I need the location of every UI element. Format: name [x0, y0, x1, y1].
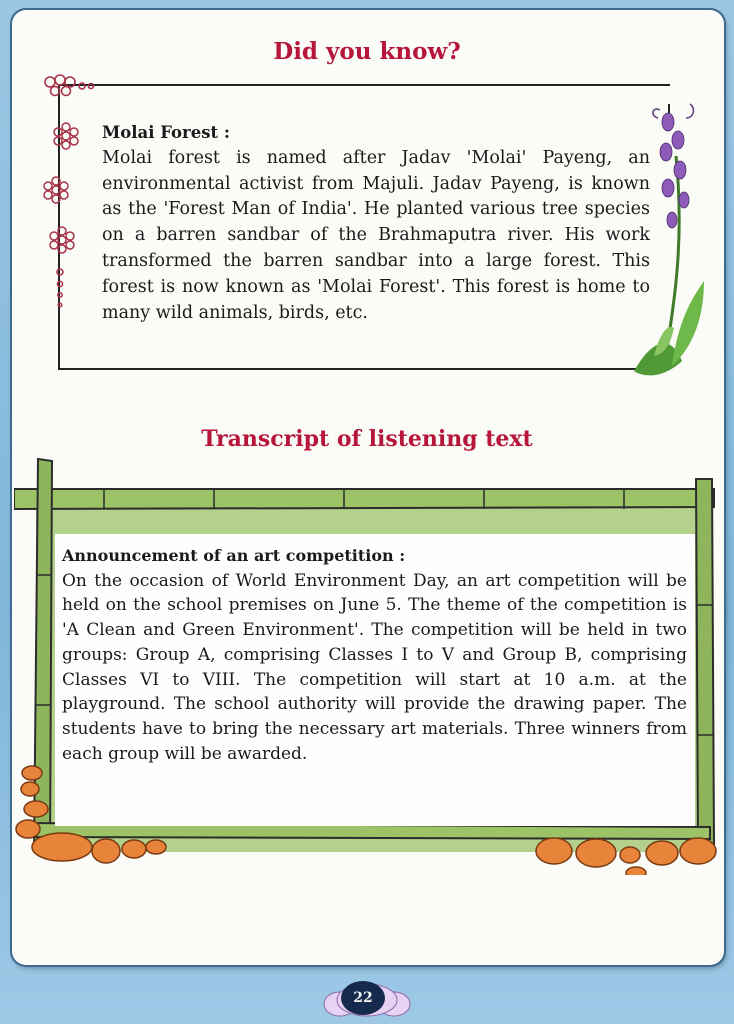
page-number: 22 [341, 981, 385, 1015]
transcript-heading: Transcript of listening text [201, 426, 533, 452]
did-you-know-heading: Did you know? [273, 38, 461, 65]
did-you-know-content [102, 120, 650, 326]
announcement-body: On the occasion of World Environment Day, an art competition will be held on the school premises on June 5. The theme of the competition is 'A Clean and Green Environment'. The competition will be held in two groups: Group A, comprising Classes I to V and Group B, comprising Classes VI to VIII. The competition will start at 10 a.m. at the playground. The school authority will provide the drawing paper. The students have to bring the necessary art materials. Three winners from each group will be awarded. [62, 570, 687, 764]
flower-ornament-left-icon [38, 72, 98, 322]
did-you-know-title: Molai Forest : [102, 123, 230, 142]
did-you-know-body: Molai forest is named after Jadav 'Molai' Payeng, an environmental activist from Majuli. Jadav Payeng, is known as the 'Forest Man of India'. He planted various tree species on a barren sandbar of the Brahmaputra river. His work transformed the barren sandbar into a large forest. This forest is now known as 'Molai Forest'. This forest is home to many wild animals, birds, etc. [102, 147, 650, 323]
announcement-content [62, 544, 687, 766]
announcement-title: Announcement of an art competition : [62, 546, 406, 565]
